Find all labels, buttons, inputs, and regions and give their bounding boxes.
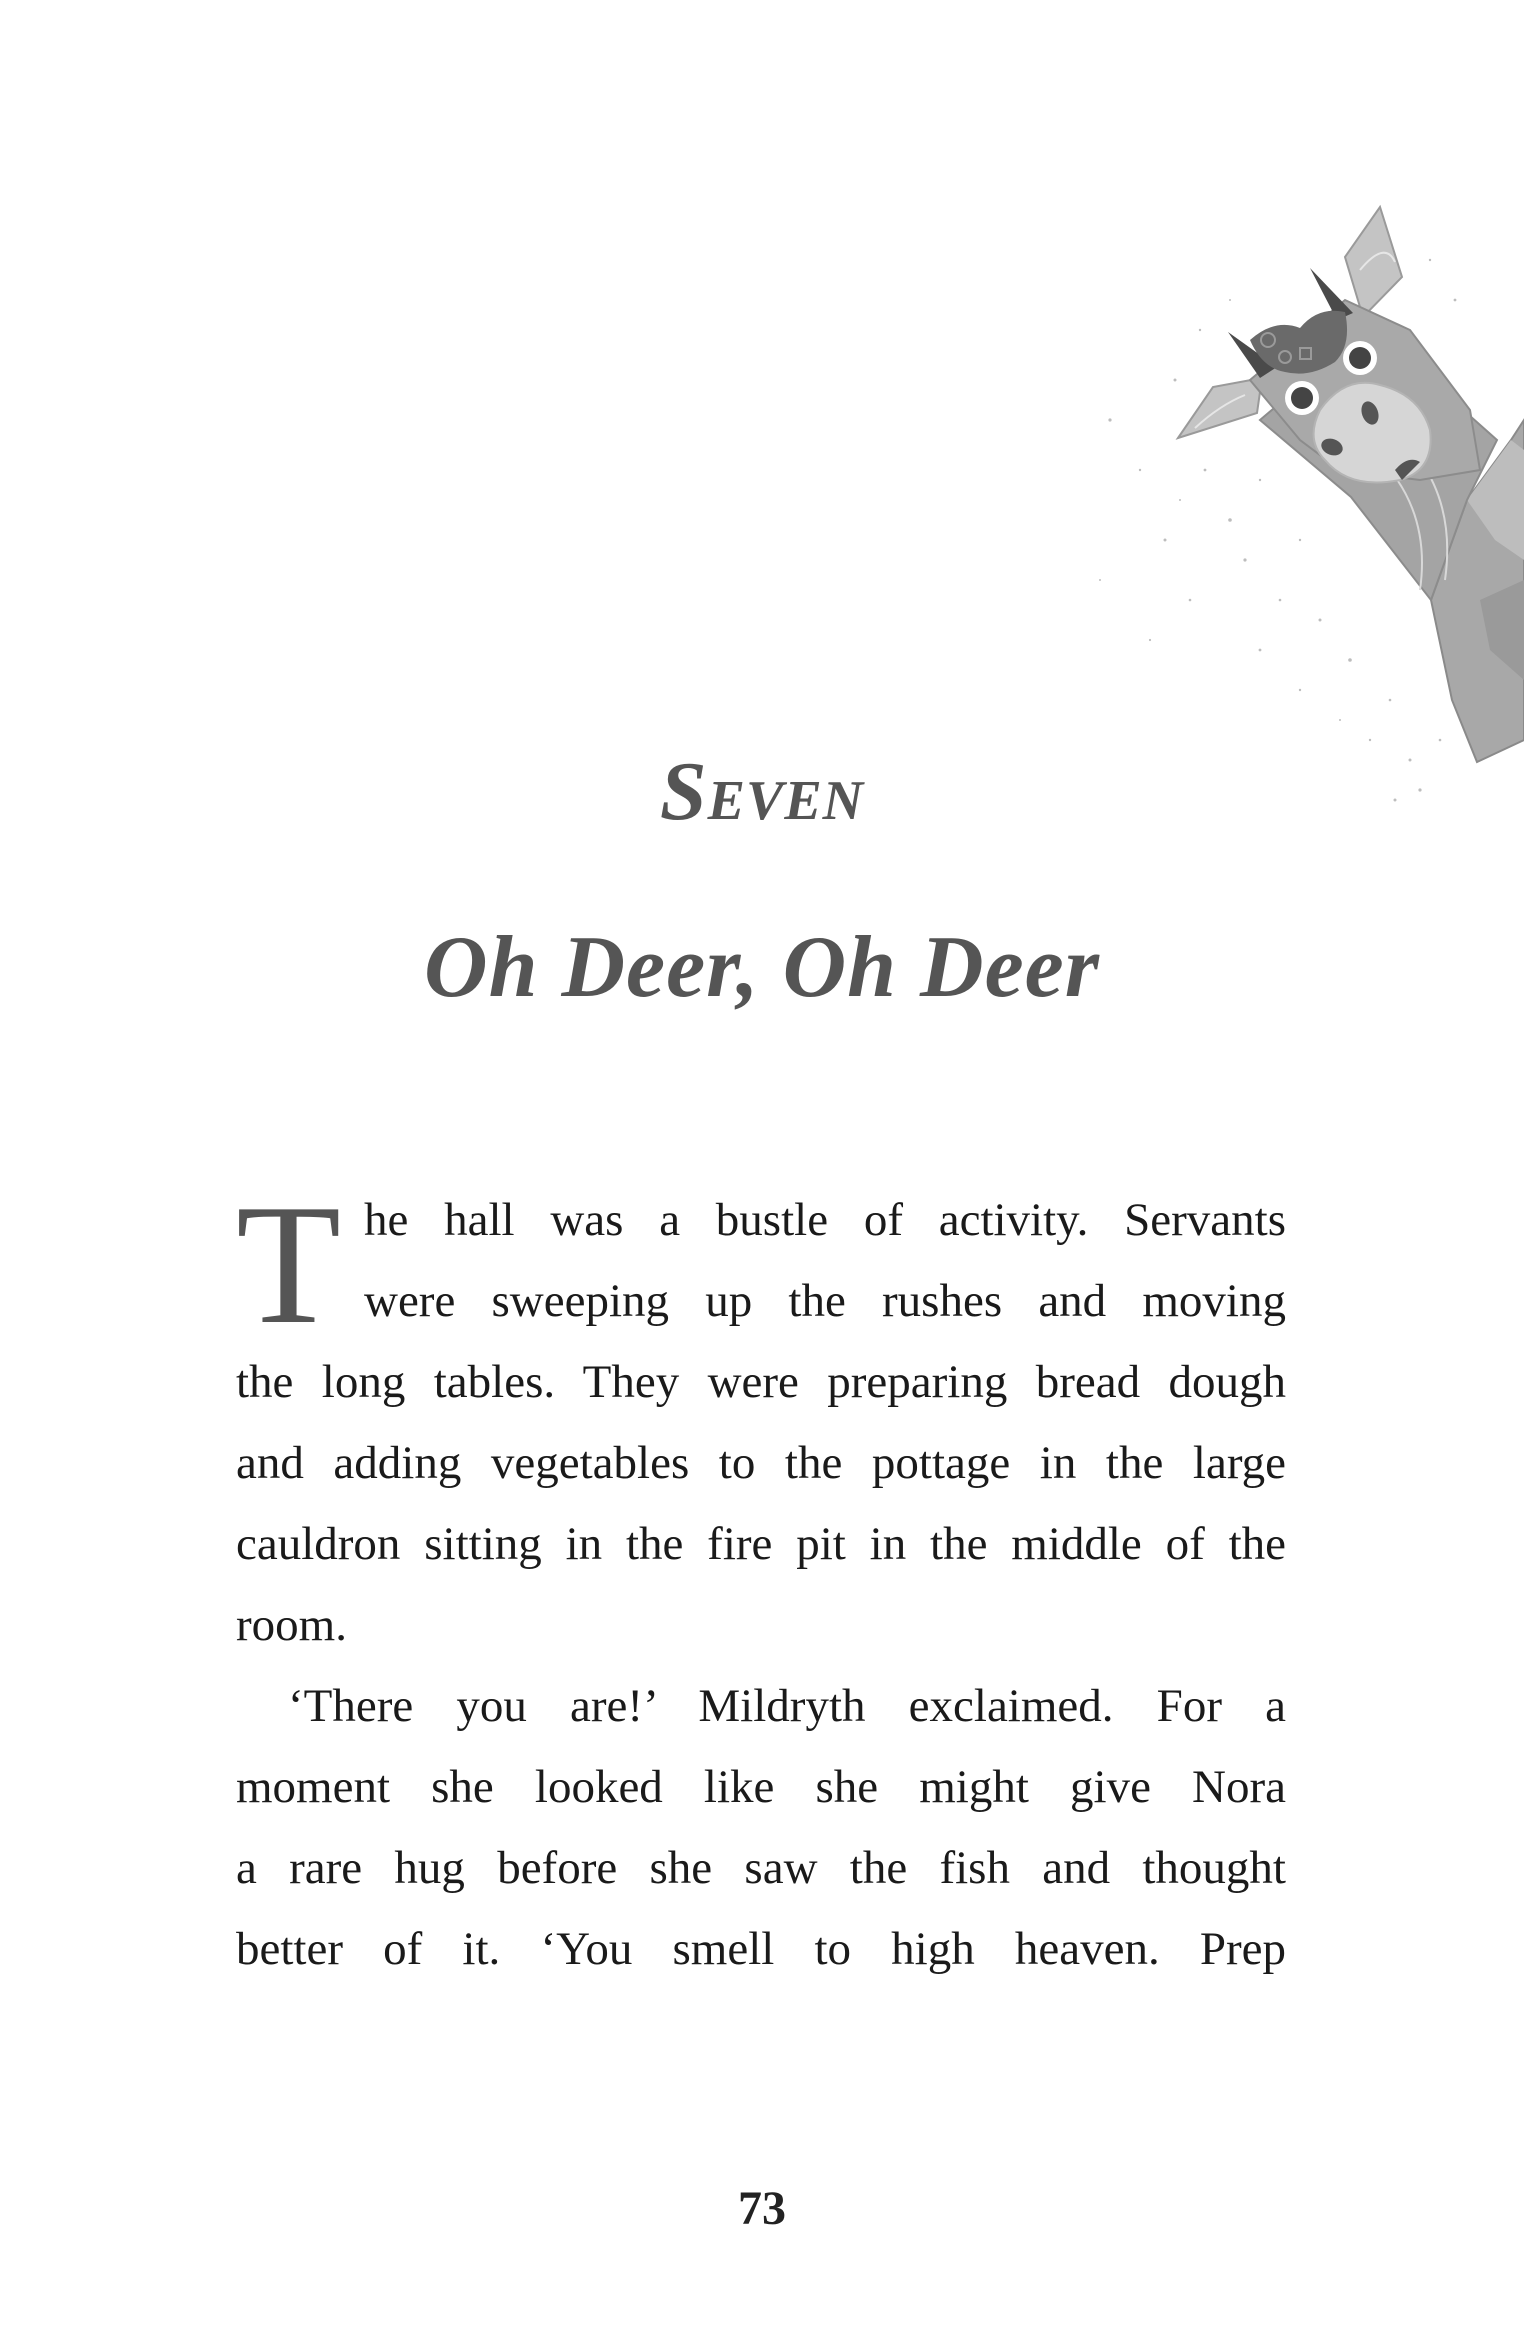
text-line: a rare hug before she saw the fish and thought	[236, 1842, 1286, 1894]
text-line: the long tables. They were preparing bread dough	[236, 1356, 1286, 1408]
chapter-number-initial: S	[659, 745, 708, 838]
page-number: 73	[738, 2182, 786, 2235]
text-line: ‘There you are!’ Mildryth exclaimed. For a	[288, 1680, 1286, 1732]
text-line: he hall was a bustle of activity. Servants	[364, 1194, 1286, 1246]
drop-cap: T	[236, 1170, 342, 1360]
text-line: cauldron sitting in the fire pit in the middle of the	[236, 1518, 1286, 1570]
text-line: better of it. ‘You smell to high heaven. Prep	[236, 1923, 1286, 1975]
text-line: moment she looked like she might give Nora	[236, 1761, 1286, 1813]
text-line: and adding vegetables to the pottage in the large	[236, 1437, 1286, 1489]
chapter-title: Oh Deer, Oh Deer	[424, 919, 1100, 1016]
chapter-number-rest: EVEN	[707, 770, 865, 832]
chapter-number	[0, 745, 1524, 841]
text-line: room.	[236, 1599, 347, 1651]
text-line: were sweeping up the rushes and moving	[364, 1275, 1286, 1327]
cow-illustration-icon	[1040, 180, 1524, 820]
